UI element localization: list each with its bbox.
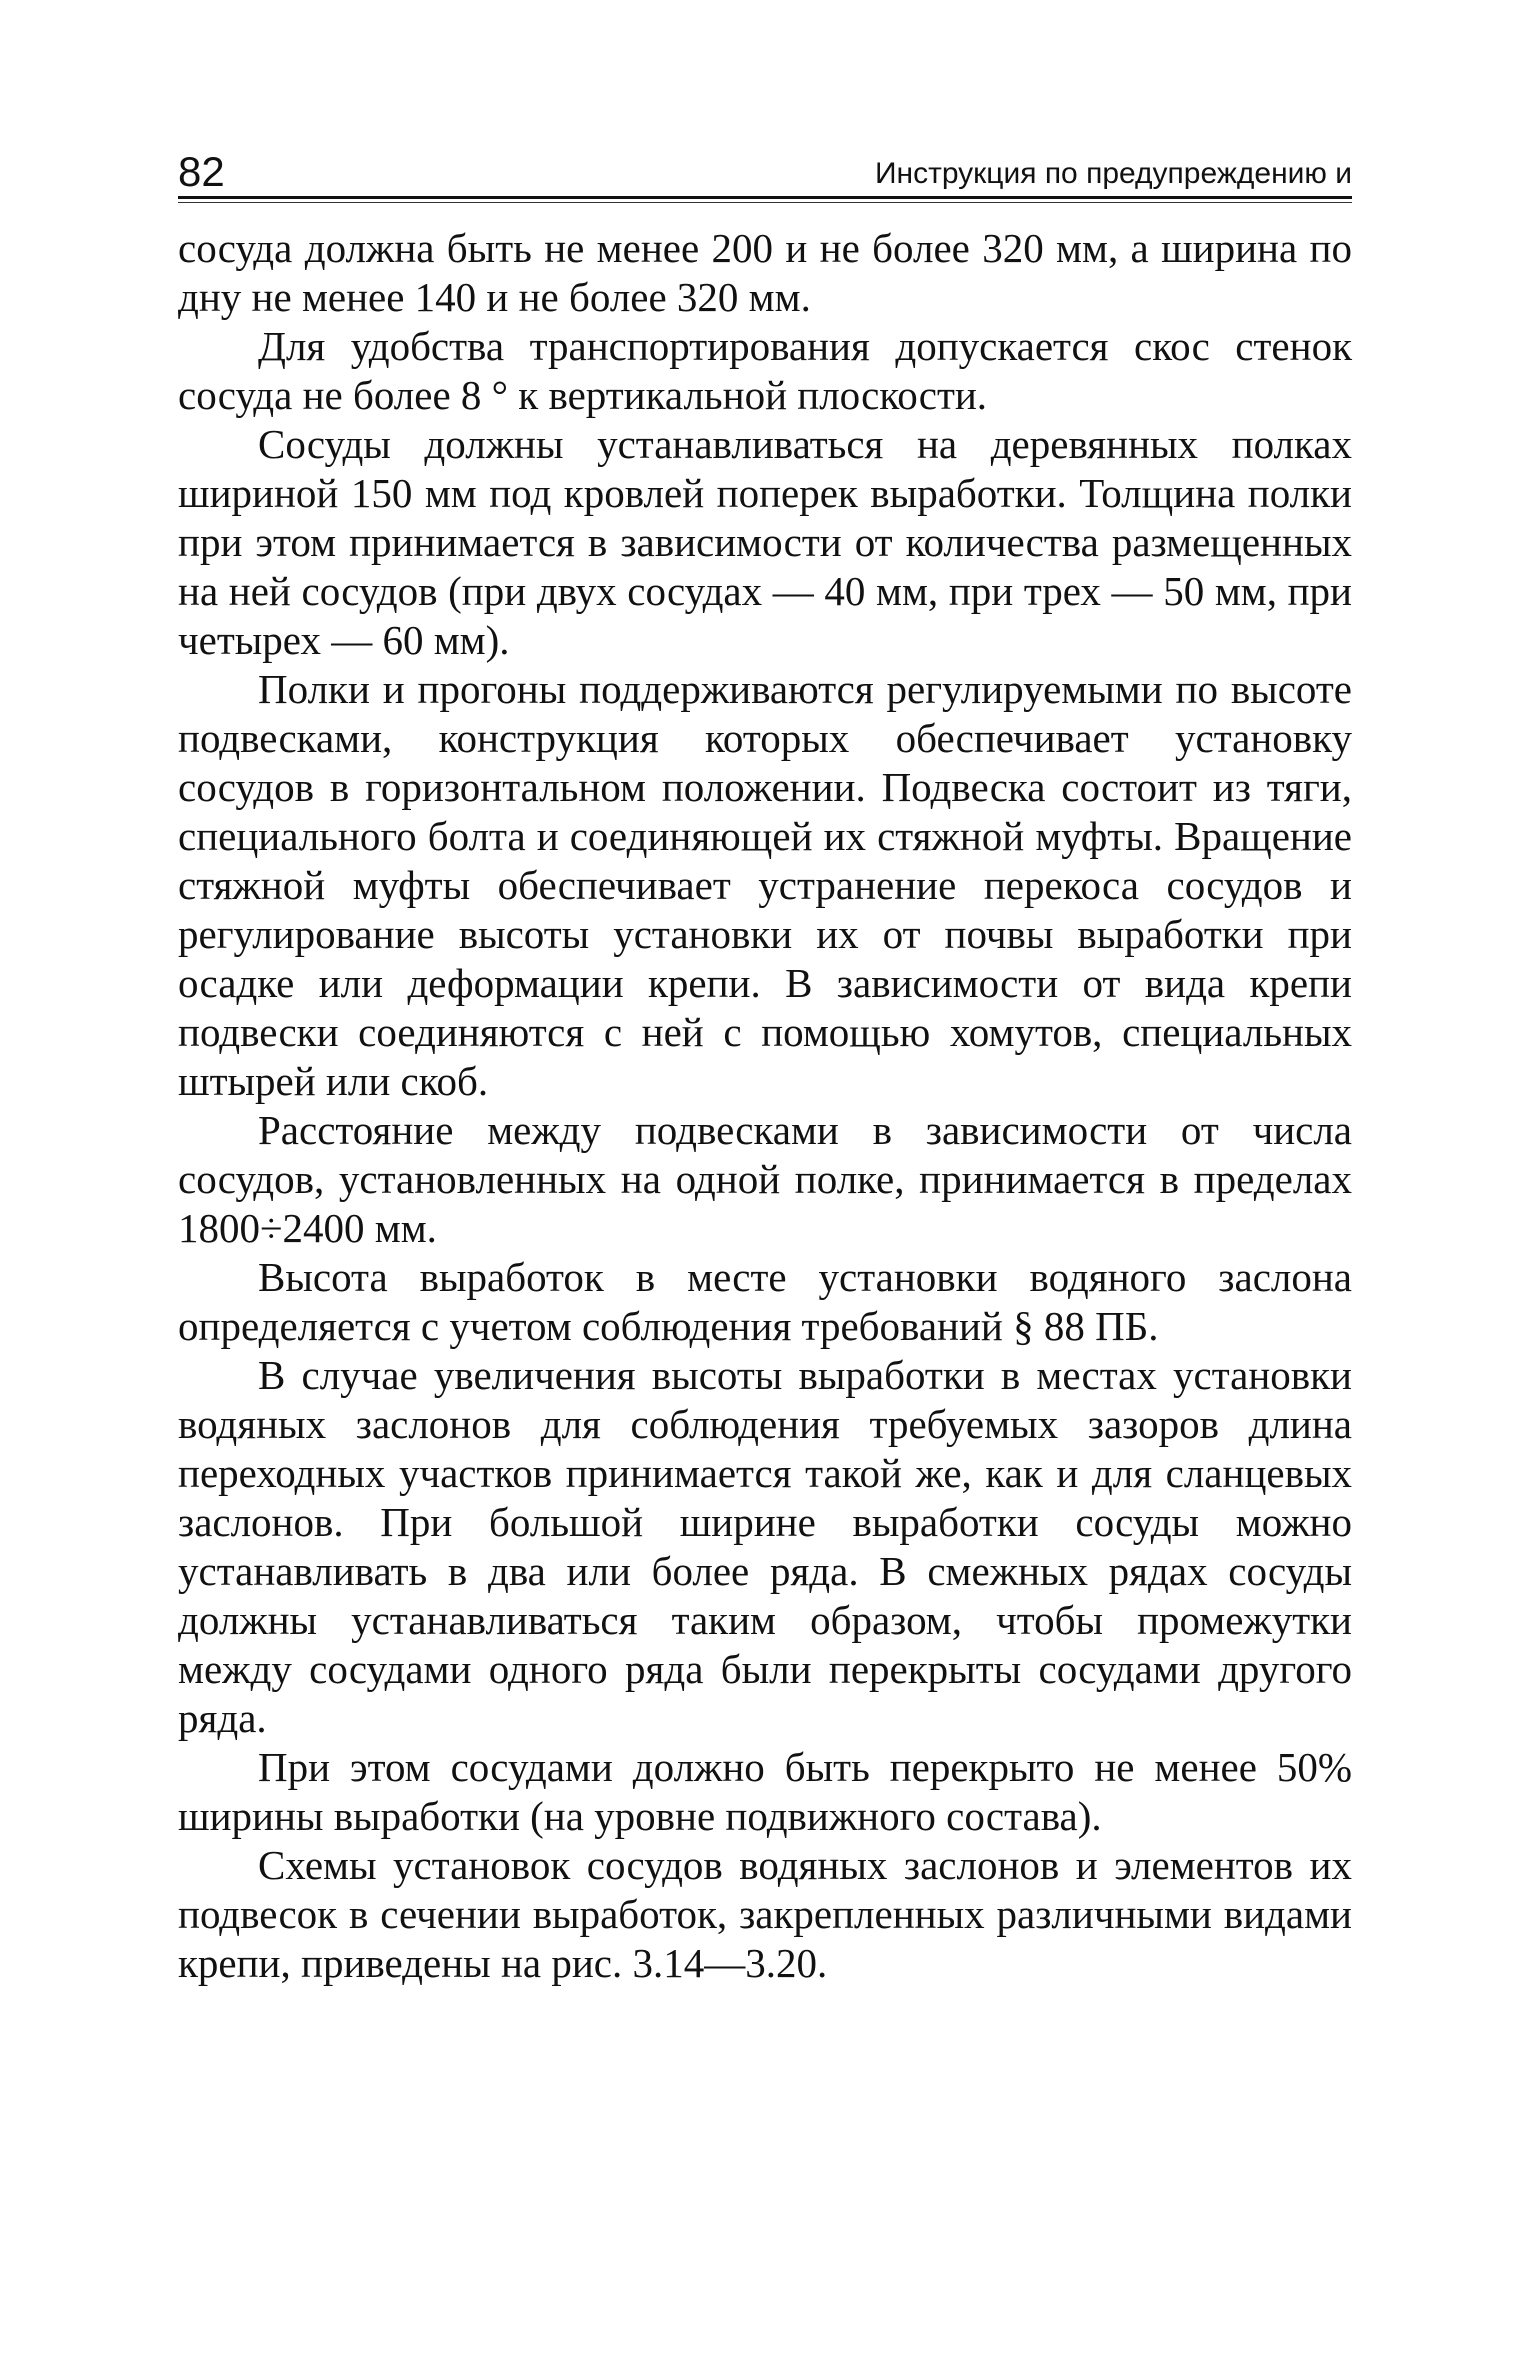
paragraph-1: сосуда должна быть не менее 200 и не более 320 мм, а ширина по дну не менее 140 и не более 320 мм. bbox=[178, 225, 1352, 320]
paragraph-9: Схемы установок сосудов водяных заслонов и элементов их подвесок в сечении выработок, закрепленных различными видами крепи, приведены на рис. 3.14—3.20. bbox=[178, 1842, 1352, 1986]
paragraph-6: Высота выработок в месте установки водяного заслона определяется с учетом соблюдения требований § 88 ПБ. bbox=[178, 1254, 1352, 1349]
page-header bbox=[178, 148, 1352, 196]
paragraph-4: Полки и прогоны поддерживаются регулируемыми по высоте подвесками, конструкция которых обеспечивает установку сосудов в горизонтальном положении. Подвеска состоит из тяги, специального болта и соединяющей их стяжной муфты. Вращение стяжной муфты обеспечивает устранение перекоса сосудов и регулирование высоты установки их от почвы выработки при осадке или деформации крепи. В зависимости от вида крепи подвески соединяются с ней с помощью хомутов, специальных штырей или скоб. bbox=[178, 666, 1352, 1104]
running-title: Инструкция по предупреждению и bbox=[874, 157, 1352, 190]
paragraph-5: Расстояние между подвесками в зависимости от числа сосудов, установленных на одной полке, принимается в пределах 1800÷2400 мм. bbox=[178, 1107, 1352, 1251]
paragraph-2: Для удобства транспортирования допускается скос стенок сосуда не более 8 ° к вертикальной плоскости. bbox=[178, 323, 1352, 418]
page-number: 82 bbox=[178, 148, 225, 195]
paragraph-8: При этом сосудами должно быть перекрыто не менее 50% ширины выработки (на уровне подвижного состава). bbox=[178, 1744, 1352, 1839]
header-rule-thin bbox=[178, 202, 1352, 203]
paragraph-7: В случае увеличения высоты выработки в местах установки водяных заслонов для соблюдения требуемых зазоров длина переходных участков принимается такой же, как и для сланцевых заслонов. При большой ширине выработки сосуды можно устанавливать в два или более ряда. В смежных рядах сосуды должны устанавливаться таким образом, чтобы промежутки между сосудами одного ряда были перекрыты сосудами другого ряда. bbox=[178, 1352, 1352, 1741]
paragraph-3: Сосуды должны устанавливаться на деревянных полках шириной 150 мм под кровлей поперек выработки. Толщина полки при этом принимается в зависимости от количества размещенных на ней сосудов (при двух сосудах — 40 мм, при трех — 50 мм, при четырех — 60 мм). bbox=[178, 421, 1352, 663]
header-rule bbox=[178, 196, 1352, 199]
body-text bbox=[178, 224, 1352, 1988]
